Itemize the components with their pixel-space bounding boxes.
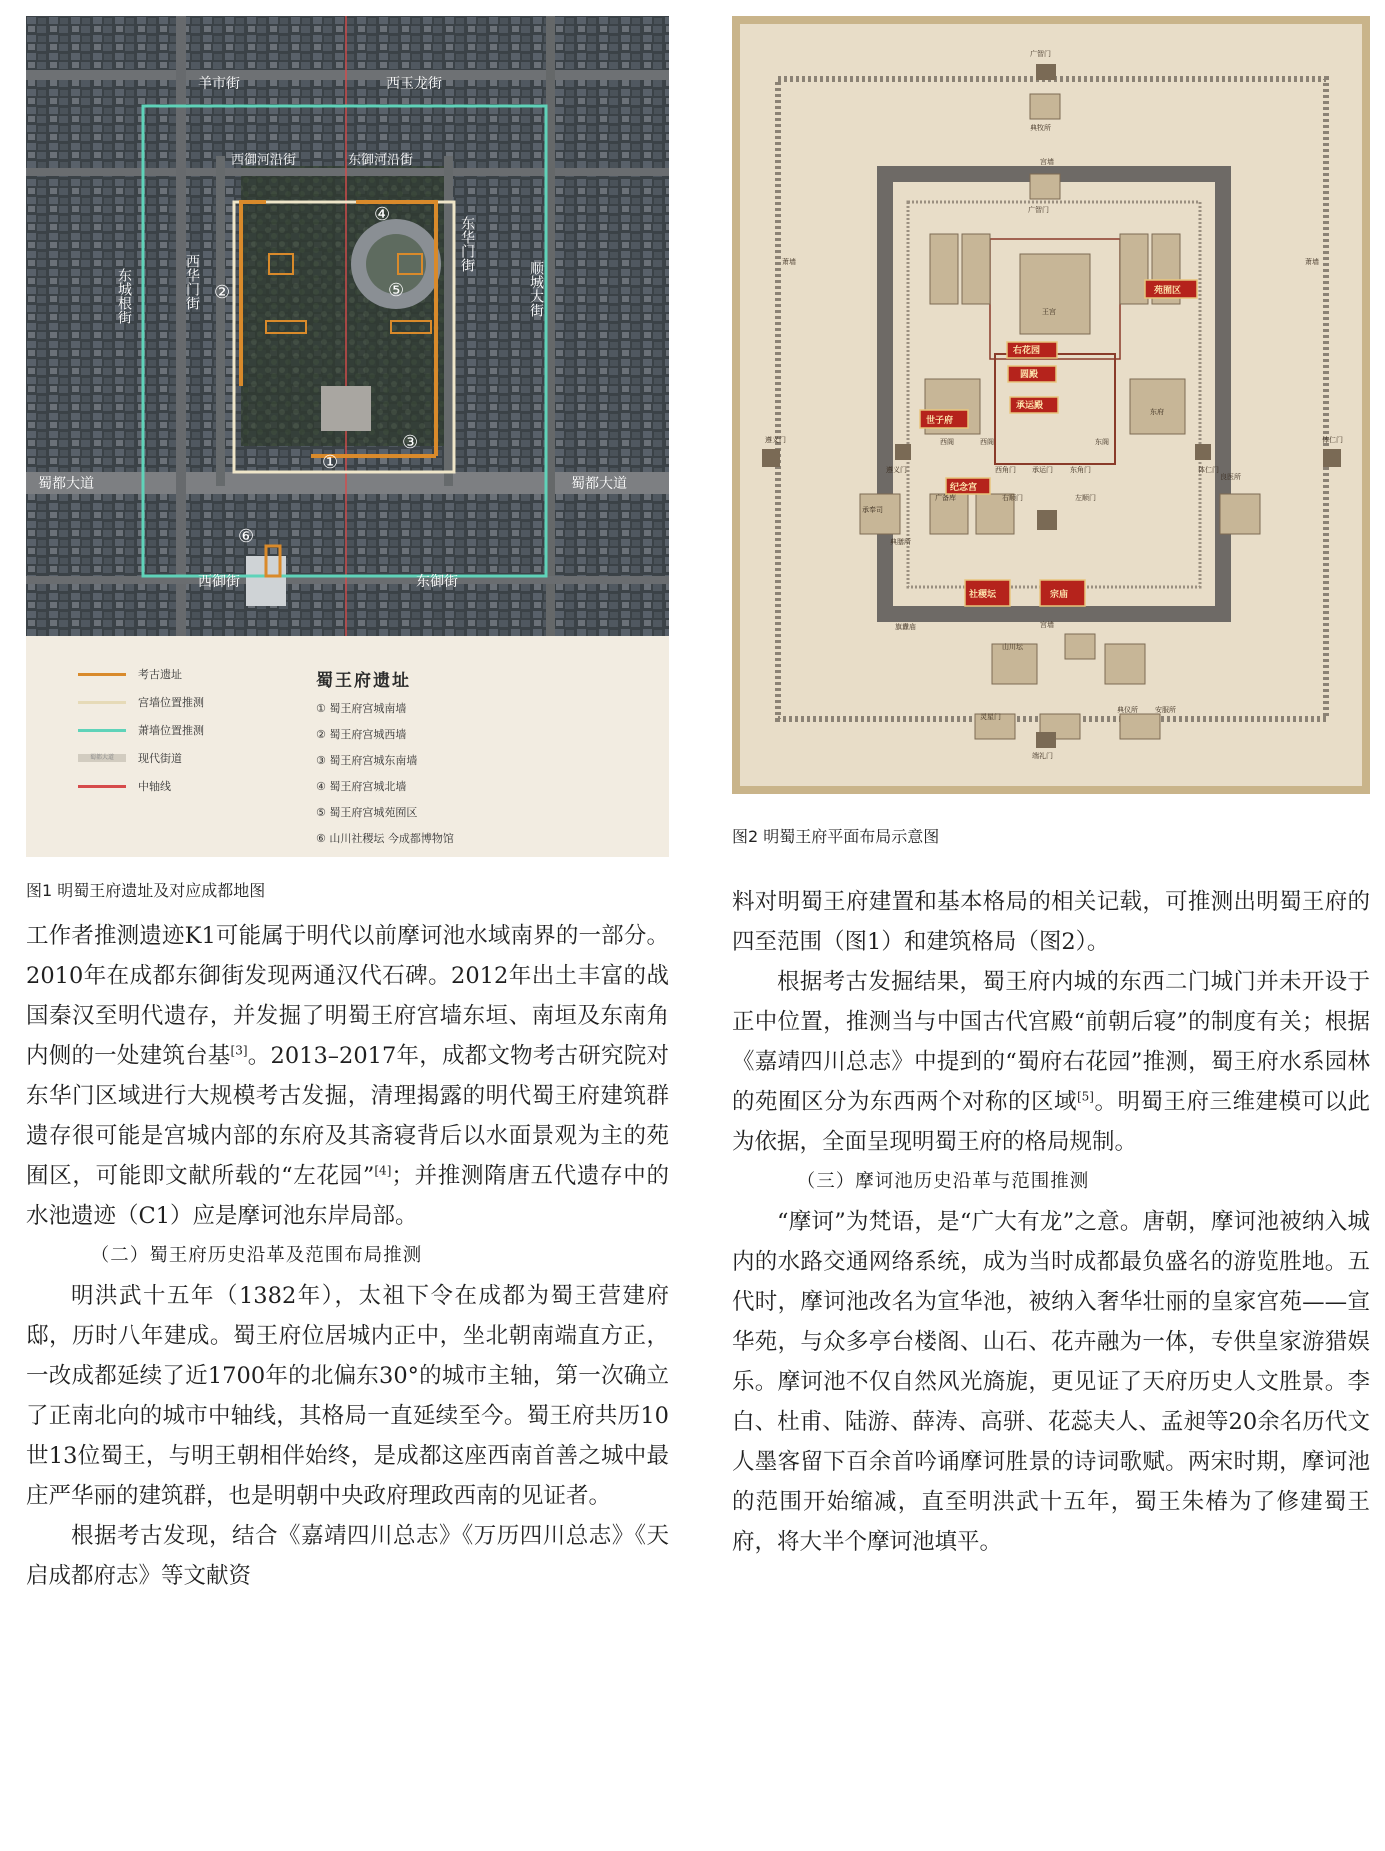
- legend-palisade: 萧墙位置推测: [78, 720, 204, 740]
- label-xijiaomen: 西角门: [995, 466, 1016, 474]
- legend-item-3: ③ 蜀王府宫城东南墙: [316, 754, 418, 767]
- legend-palace-wall: 宫墙位置推测: [78, 692, 204, 712]
- label-chengfengsi: 承奉司: [862, 506, 883, 514]
- label-dianmusuo: 典牧所: [1030, 124, 1051, 132]
- legend-excavated: 考古遗址: [78, 664, 182, 684]
- map-label-shudu-w: 蜀都大道: [38, 476, 94, 492]
- map-label-shudu-e: 蜀都大道: [571, 476, 627, 492]
- marker-6: ⑥: [238, 526, 255, 547]
- label-yuanyouqu: 苑囿区: [1154, 286, 1182, 296]
- label-zuoshunmen: 左顺门: [1075, 494, 1096, 502]
- map-label-donghuamen: 东华门街: [459, 216, 475, 272]
- figure-1-map: [26, 16, 669, 857]
- satellite-map: [26, 16, 669, 636]
- map-label-dongyu: 东御街: [416, 574, 458, 590]
- label-tirenmen: 体仁门: [1198, 466, 1219, 474]
- figure-1-caption: 图1 明蜀王府遗址及对应成都地图: [26, 881, 266, 900]
- legend-item-6: ⑥ 山川社稷坛 今成都博物馆: [316, 832, 454, 845]
- left-paragraph-2: 明洪武十五年（1382年），太祖下令在成都为蜀王营建府邸，历时八年建成。蜀王府位居城内正中，坐北朝南端直方正，一改成都延续了近1700年的北偏东30°的城市主轴，第一次确立了正南北向的城市中轴线，其格局一直延续至今。蜀王府共历10世13位蜀王，与明王朝相伴始终，是成都这座西南首善之城中最庄严华丽的建筑群，也是明朝中央政府理政西南的见证者。: [26, 1283, 669, 1509]
- marker-2: ②: [214, 282, 231, 303]
- label-guangbeiku: 广备库: [935, 494, 956, 502]
- legend-modern-road: 蜀都大道 现代街道: [78, 748, 182, 768]
- map-label-dongyuhe: 东御河沿街: [348, 153, 414, 168]
- label-xiaoqiang-w: 萧墙: [782, 258, 796, 266]
- label-dongfu: 东府: [1150, 408, 1164, 416]
- label-zunyimen-outer: 遵义门: [765, 436, 786, 444]
- legend-item-1: ① 蜀王府宫城南墙: [316, 702, 407, 715]
- label-wanggong: 王宫: [1042, 308, 1056, 316]
- label-tirenmen-outer: 体仁门: [1322, 436, 1343, 444]
- map-label-dongchenggen: 东城根街: [116, 268, 132, 324]
- label-chengyundian: 承运殿: [1016, 401, 1044, 411]
- label-guangzhimen: 广智门: [1030, 50, 1051, 58]
- legend-item-2: ② 蜀王府宫城西墙: [316, 728, 407, 741]
- section-heading-3: （三）摩诃池历史沿革与范围推测: [796, 1171, 1090, 1192]
- marker-5: ⑤: [388, 280, 405, 301]
- map-legend: [26, 636, 669, 857]
- label-lingxing: 灵星门: [980, 713, 1001, 721]
- right-column: [732, 882, 1370, 1562]
- label-xige: 西阁: [980, 438, 994, 446]
- label-sheji: 社稷坛: [969, 590, 997, 600]
- figure-2-caption: 图2 明蜀王府平面布局示意图: [732, 827, 940, 846]
- label-dianyisuo: 典仪所: [1117, 706, 1138, 714]
- right-paragraph-3: “摩诃”为梵语，是“广大有龙”之意。唐朝，摩诃池被纳入城内的水路交通网络系统，成为当时成都最负盛名的游览胜地。五代时，摩诃池改名为宣华池，被纳入奢华壮丽的皇家宫苑——宣华苑，与众多亭台楼阁、山石、花卉融为一体，专供皇家游猎娱乐。摩诃池不仅自然风光旖旎，更见证了天府历史人文胜景。李白、杜甫、陆游、薛涛、高骈、花蕊夫人、孟昶等20余名历代文人墨客留下百余首吟诵摩诃胜景的诗词歌赋。两宋时期，摩诃池的范围开始缩减，直至明洪武十五年，蜀王朱椿为了修建蜀王府，将大半个摩诃池填平。: [732, 1209, 1370, 1555]
- section-heading-2: （二）蜀王府历史沿革及范围布局推测: [90, 1245, 423, 1266]
- label-zunyimen: 遵义门: [886, 466, 907, 474]
- label-qiaolou: 旗纛庙: [895, 623, 916, 631]
- label-gongqiang-s: 宫墙: [1040, 621, 1054, 629]
- legend-title: 蜀王府遗址: [316, 671, 411, 691]
- legend-item-5: ⑤ 蜀王府宫城苑囿区: [316, 806, 418, 819]
- right-paragraph-1: 料对明蜀王府建置和基本格局的相关记载，可推测出明蜀王府的四至范围（图1）和建筑格局（图2）。: [732, 889, 1370, 955]
- label-dongjiaomen: 东角门: [1070, 466, 1091, 474]
- label-qingdian: 圆殿: [1020, 370, 1039, 380]
- label-gongqiang-n: 宫墙: [1040, 158, 1054, 166]
- marker-4: ④: [374, 204, 391, 225]
- marker-3: ③: [402, 432, 419, 453]
- label-xiguan: 西阁: [940, 438, 954, 446]
- label-liangyisuo: 良医所: [1220, 473, 1241, 481]
- left-paragraph-1: 工作者推测遗迹K1可能属于明代以前摩诃池水域南界的一部分。2010年在成都东御街发现两通汉代石碑。2012年出土丰富的战国秦汉至明代遗存，并发掘了明蜀王府宫墙东垣、南垣及东南角内侧的一处建筑台基[3]。2013–2017年，成都文物考古研究院对东华门区域进行大规模考古发掘，清理揭露的明代蜀王府建筑群遗存很可能是宫城内部的东府及其斋寝背后以水面景观为主的苑囿区，可能即文献所载的“左花园”[4]；并推测隋唐五代遗存中的水池遗迹（C1）应是摩诃池东岸局部。: [26, 923, 669, 1229]
- left-column: [26, 916, 669, 1596]
- right-paragraph-2: 根据考古发掘结果，蜀王府内城的东西二门城门并未开设于正中位置，推测当与中国古代宫殿“前朝后寝”的制度有关；根据《嘉靖四川总志》中提到的“蜀府右花园”推测，蜀王府水系园林的苑囿区分为东西两个对称的区域[5]。明蜀王府三维建模可以此为依据，全面呈现明蜀王府的格局规制。: [732, 969, 1370, 1155]
- map-label-shuncheng: 顺城大街: [528, 261, 544, 317]
- label-zongmiao: 宗庙: [1050, 590, 1069, 600]
- map-label-xiyulong: 西玉龙街: [386, 76, 442, 92]
- label-jilinggong: 纪念宫: [950, 483, 978, 493]
- legend-item-4: ④ 蜀王府宫城北墙: [316, 780, 407, 793]
- map-label-xihuamen: 西华门街: [184, 254, 200, 310]
- label-shanchuan: 山川坛: [1002, 643, 1023, 651]
- left-paragraph-3: 根据考古发现，结合《嘉靖四川总志》《万历四川总志》《天启成都府志》等文献资: [26, 1523, 669, 1589]
- map-label-yangshi: 羊市街: [198, 76, 240, 92]
- legend-axis: 中轴线: [78, 776, 171, 796]
- map-label-xiyuhe: 西御河沿街: [231, 153, 297, 168]
- label-anfusi: 安服所: [1155, 706, 1176, 714]
- label-houzaimen: 广智门: [1028, 206, 1049, 214]
- label-dianshansuo: 典膳所: [890, 538, 911, 546]
- map-label-xiyu: 西御街: [198, 574, 240, 590]
- label-youshunmen: 右顺门: [1002, 494, 1023, 502]
- label-chengyunmen: 承运门: [1032, 466, 1053, 474]
- figure-2-plan: [732, 16, 1370, 794]
- marker-1: ①: [322, 452, 339, 473]
- label-youhuayuan: 右花园: [1013, 346, 1041, 356]
- label-duanlimen: 端礼门: [1032, 752, 1053, 760]
- label-xiaoqiang-e: 萧墙: [1305, 258, 1319, 266]
- layout-plan: [740, 24, 1362, 786]
- label-dongge: 东阁: [1095, 438, 1109, 446]
- label-shizifu: 世子府: [926, 416, 954, 426]
